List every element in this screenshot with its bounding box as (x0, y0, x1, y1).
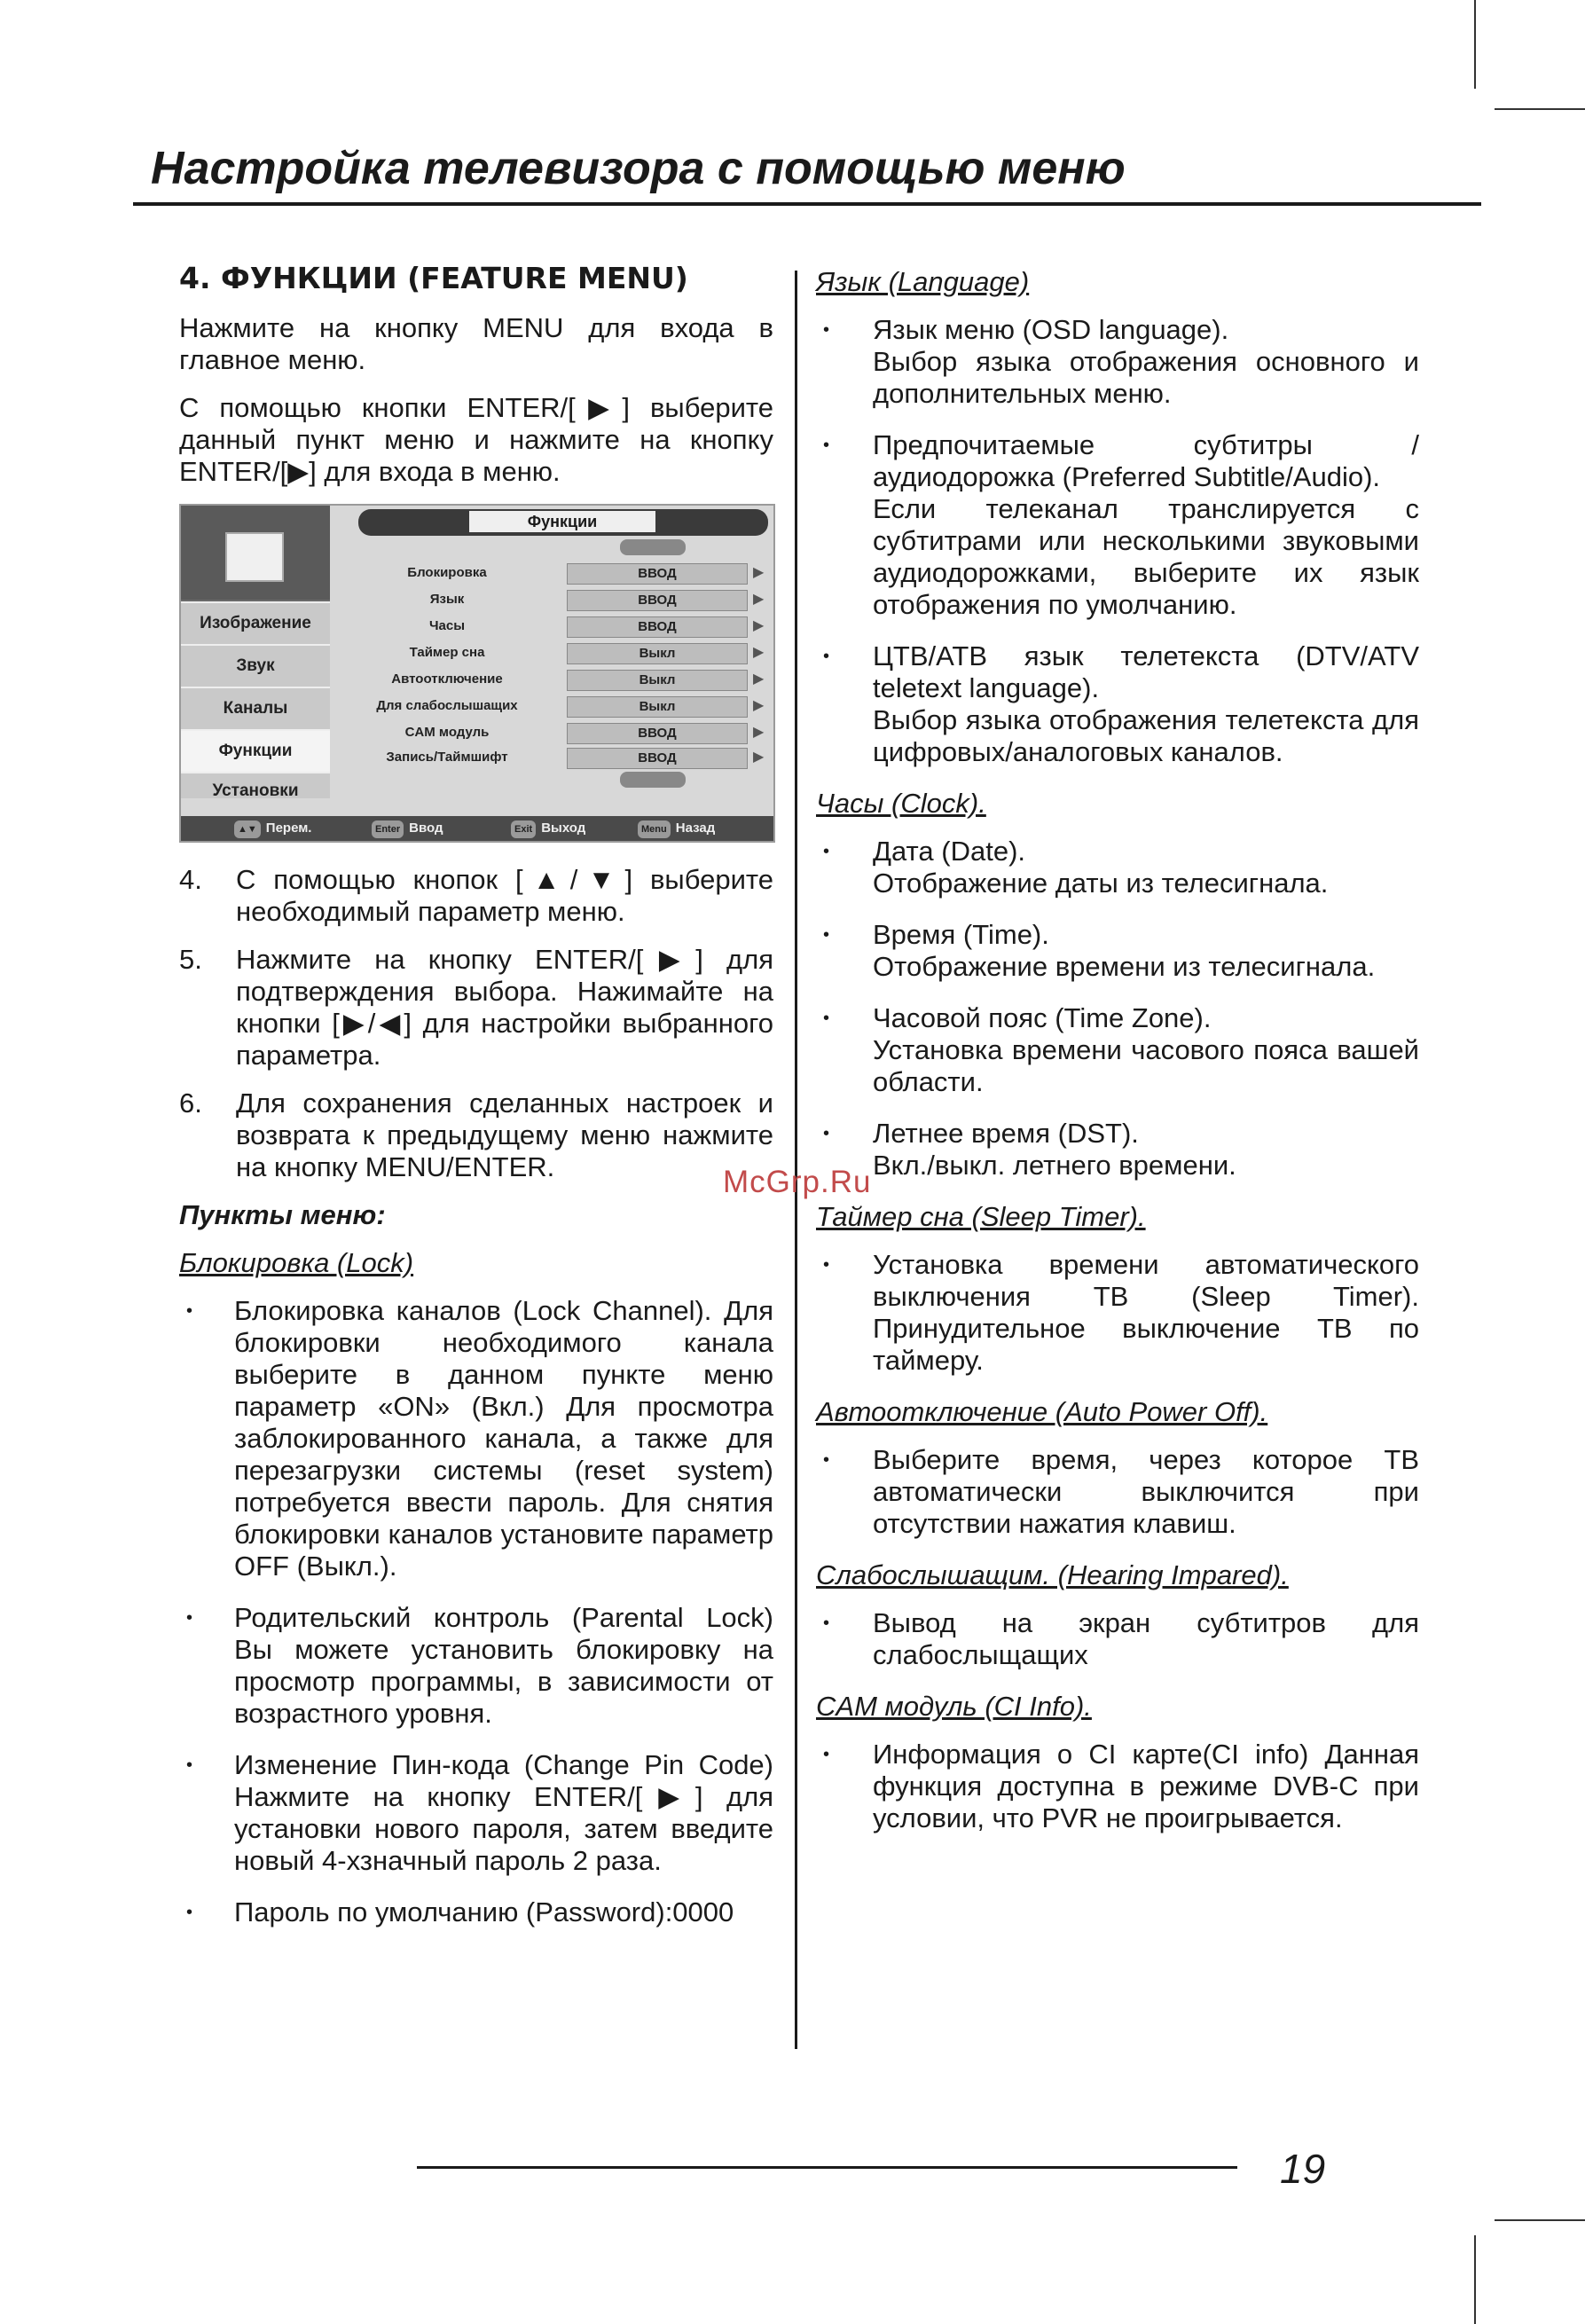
list-item: • Изменение Пин-кода (Change Pin Code) Нажмите на кнопку ENTER/[▶] для установки нового пароля, затем введите новый 4-хзначный пароль 2 раза. (179, 1749, 773, 1877)
arrow-right-icon: ▶ (753, 592, 765, 607)
menu-row-value: Выкл (567, 643, 748, 664)
menu-title: Функции (469, 511, 655, 532)
hint-exit (511, 820, 585, 838)
menu-sidebar-item: Каналы (181, 687, 330, 729)
item-desc: Отображение даты из телесигнала. (873, 868, 1329, 899)
step-text: С помощью кнопок [▲/▼] выберите необходимый параметр меню. (236, 864, 773, 927)
scroll-down-icon (620, 772, 686, 788)
arrow-right-icon: ▶ (753, 750, 765, 765)
auto-power-off-heading: Автоотключение (Auto Power Off). (816, 1396, 1268, 1427)
item-desc: Если телеканал транслируется с субтитрами или несколькими звуковыми аудиодорожками, выберите их язык отображения по умолчанию. (873, 493, 1419, 620)
menu-sidebar-item: Изображение (181, 601, 330, 644)
hint-exit-label: Выход (541, 820, 586, 836)
feature-menu-screenshot (179, 504, 775, 843)
list-item (816, 640, 1419, 768)
exit-key-icon: Exit (511, 820, 536, 838)
cam-module-list (816, 1739, 1419, 1834)
feature-settings-icon (225, 532, 284, 582)
list-item: • Вывод на экран субтитров для слабослыщащих (816, 1607, 1419, 1671)
list-item (816, 314, 1419, 410)
menu-row-value: Выкл (567, 670, 748, 691)
step-text: Для сохранения сделанных настроек и возврата к предыдущему меню нажмите на кнопку MENU/ENTER. (236, 1087, 773, 1182)
hearing-impaired-heading: Слабослышащим. (Hearing Impared). (816, 1559, 1289, 1590)
intro-paragraph: Нажмите на кнопку MENU для входа в главное меню. (179, 312, 773, 375)
hint-back (638, 820, 715, 838)
page-title: Настройка телевизора с помощью меню (151, 143, 1126, 194)
cam-module-heading: CAM модуль (CI Info). (816, 1691, 1092, 1722)
menu-row-value: ВВОД (567, 748, 748, 769)
clock-heading: Часы (Clock). (816, 788, 986, 819)
language-list (816, 314, 1419, 768)
list-item: • Выберите время, через которое ТВ автоматически выключится при отсутствии нажатия клавиш. (816, 1444, 1419, 1540)
menu-row-label: Для слабослышащих (376, 698, 518, 713)
item-desc: Отображение времени из телесигнала. (873, 951, 1376, 982)
menu-row-label: Блокировка (407, 565, 487, 580)
menu-row-label: Автоотключение (391, 671, 503, 687)
crop-mark (1495, 2219, 1585, 2221)
scroll-up-icon (620, 539, 686, 555)
item-desc: Выбор языка отображения основного и дополнительных меню. (873, 346, 1419, 409)
menu-row-value: ВВОД (567, 616, 748, 638)
arrow-right-icon: ▶ (753, 565, 765, 580)
menu-sidebar (181, 506, 330, 798)
menu-row-label: Язык (429, 592, 465, 607)
list-item: • Установка времени автоматического выключения ТВ (Sleep Timer). Принудительное выключение ТВ по таймеру. (816, 1249, 1419, 1377)
menu-row-label: CAM модуль (404, 725, 490, 740)
updown-key-icon: ▲▼ (234, 820, 261, 838)
lock-list (179, 1295, 773, 1928)
menu-items-heading: Пункты меню: (179, 1199, 386, 1230)
arrow-right-icon: ▶ (753, 645, 765, 660)
menu-sidebar-item: Установки (181, 772, 330, 798)
arrow-right-icon: ▶ (753, 671, 765, 687)
menu-row (336, 640, 766, 665)
intro-paragraph: С помощью кнопки ENTER/[▶] выберите данный пункт меню и нажмите на кнопку ENTER/[▶] для входа в меню. (179, 392, 773, 487)
crop-mark (1474, 2235, 1476, 2324)
auto-power-off-list (816, 1444, 1419, 1540)
crop-mark (1474, 0, 1476, 89)
step-number: 4. (179, 864, 202, 895)
item-title: • Язык меню (OSD language). (873, 314, 1229, 345)
menu-key-icon: Menu (638, 820, 671, 838)
item-title: • Предпочитаемые субтитры / аудиодорожка (Preferred Subtitle/Audio). (873, 429, 1419, 492)
lock-heading: Блокировка (Lock) (179, 1247, 414, 1278)
sleep-timer-heading: Таймер сна (Sleep Timer). (816, 1201, 1146, 1232)
watermark: McGrp.Ru (723, 1165, 872, 1199)
footer-rule (417, 2166, 1237, 2169)
item-desc: Установка времени часового пояса вашей области. (873, 1034, 1419, 1097)
menu-row (336, 745, 766, 770)
menu-row (336, 694, 766, 718)
list-item (816, 836, 1419, 899)
menu-icon-area (181, 506, 330, 600)
item-title: • Летнее время (DST). (873, 1118, 1139, 1149)
list-item (816, 919, 1419, 983)
menu-row-value: ВВОД (567, 563, 748, 585)
menu-row (336, 587, 766, 612)
language-heading: Язык (Language) (816, 266, 1030, 297)
step-number: 5. (179, 944, 202, 975)
hint-enter (372, 820, 443, 838)
menu-row-value: ВВОД (567, 723, 748, 744)
menu-row-label: Таймер сна (409, 645, 485, 660)
list-item (816, 1002, 1419, 1098)
crop-mark (1495, 108, 1585, 110)
column-divider (795, 271, 797, 2049)
arrow-right-icon: ▶ (753, 698, 765, 713)
list-item (816, 1118, 1419, 1182)
sleep-timer-list (816, 1249, 1419, 1377)
step-item (179, 1087, 773, 1183)
menu-row (336, 614, 766, 639)
steps-list (179, 864, 773, 1183)
menu-row-label: Часы (428, 618, 466, 633)
menu-row (336, 561, 766, 585)
list-item: • Пароль по умолчанию (Password):0000 (179, 1896, 773, 1928)
list-item: • Информация о CI карте(CI info) Данная функция доступна в режиме DVB-C при условии, что PVR не проигрывается. (816, 1739, 1419, 1834)
menu-sidebar-item: Звук (181, 644, 330, 687)
step-text: Нажмите на кнопку ENTER/[▶] для подтверждения выбора. Нажимайте на кнопки [▶/◀] для настройки выбранного параметра. (236, 944, 773, 1071)
menu-row (336, 667, 766, 692)
list-item (816, 429, 1419, 621)
item-title: • Часовой пояс (Time Zone). (873, 1002, 1212, 1033)
hint-move-label: Перем. (265, 820, 312, 836)
page-number: 19 (1280, 2146, 1326, 2192)
arrow-right-icon: ▶ (753, 618, 765, 633)
left-column (179, 263, 773, 1948)
hint-move (234, 820, 311, 838)
item-desc: Выбор языка отображения телетекста для цифровых/аналоговых каналов. (873, 704, 1419, 767)
menu-row (336, 720, 766, 745)
item-desc: Вкл./выкл. летнего времени. (873, 1150, 1236, 1181)
hint-back-label: Назад (675, 820, 716, 836)
menu-hint-bar (181, 816, 773, 841)
section-title: 4. ФУНКЦИИ (FEATURE MENU) (179, 261, 688, 295)
list-item: • Блокировка каналов (Lock Channel). Для блокировки необходимого канала выберите в данном пункте меню параметр «ON» (Вкл.) Для просмотра заблокированного канала, а также для перезагрузки системы (reset system) потребуется ввести пароль. Для снятия блокировки каналов установите параметр OFF (Выкл.). (179, 1295, 773, 1582)
hint-enter-label: Ввод (409, 820, 443, 836)
header-rule (133, 202, 1481, 206)
menu-row-label: Запись/Таймшифт (386, 750, 508, 765)
item-title: • Время (Time). (873, 919, 1049, 950)
enter-key-icon: Enter (372, 820, 404, 838)
step-item (179, 944, 773, 1072)
clock-list (816, 836, 1419, 1182)
step-item (179, 864, 773, 928)
item-title: • ЦТВ/АТВ язык телетекста (DTV/ATV teletext language). (873, 640, 1419, 703)
menu-row-value: ВВОД (567, 590, 748, 611)
list-item: • Родительский контроль (Parental Lock) Вы можете установить блокировку на просмотр программы, в зависимости от возрастного уровня. (179, 1602, 773, 1730)
menu-sidebar-item-active: Функции (181, 729, 330, 772)
step-number: 6. (179, 1087, 202, 1119)
right-column (816, 266, 1419, 1854)
hearing-impaired-list (816, 1607, 1419, 1671)
arrow-right-icon: ▶ (753, 725, 765, 740)
item-title: • Дата (Date). (873, 836, 1025, 867)
menu-row-value: Выкл (567, 696, 748, 718)
